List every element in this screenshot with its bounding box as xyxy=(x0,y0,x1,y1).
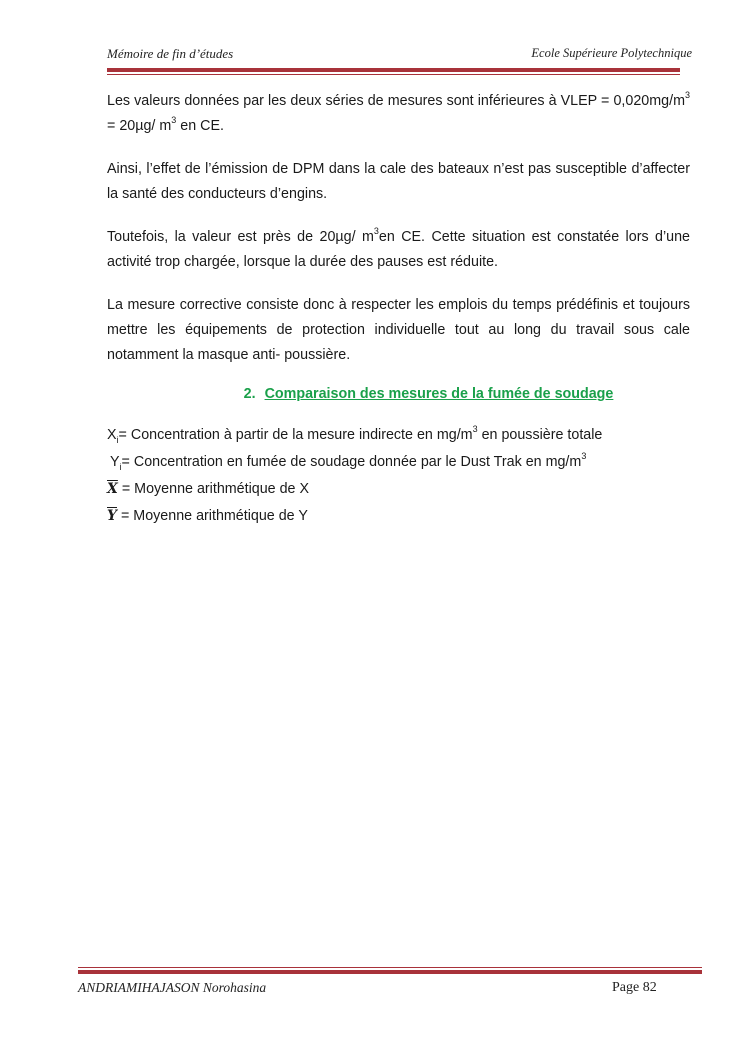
paragraph-vlep xyxy=(107,89,690,139)
y-bar-symbol: $\overline{Y}$ xyxy=(107,508,117,524)
paragraph-text: = 20µg/ m xyxy=(107,118,172,134)
variable: Y xyxy=(110,454,120,470)
superscript: 3 xyxy=(581,451,587,462)
variable: X xyxy=(107,427,117,443)
paragraph-text: Les valeurs données par les deux séries de mesures sont inférieures à VLEP = 0,020mg/m xyxy=(107,93,685,109)
x-bar-symbol: $\overline{X}$ xyxy=(107,481,118,497)
definition-text: en poussière totale xyxy=(477,427,603,443)
superscript: 3 xyxy=(373,226,379,237)
paragraph-toutefois xyxy=(107,225,690,275)
paragraph-text: en CE. xyxy=(176,118,224,134)
paragraph-corrective-measure: La mesure corrective consiste donc à respecter les emplois du temps prédéfinis et toujours mettre les équipements de protection individuelle tout au long du travail sous cale notamment la masque anti- poussière. xyxy=(107,297,690,363)
header-rule-thin xyxy=(107,74,680,75)
page-number: Page 82 xyxy=(612,980,657,995)
definition-text: = Moyenne arithmétique de X xyxy=(117,481,310,497)
section-heading xyxy=(107,382,690,407)
header-document-title: Mémoire de fin d’études xyxy=(107,46,234,61)
page-body xyxy=(107,89,690,530)
superscript: 3 xyxy=(684,90,690,101)
definition-y-mean xyxy=(107,503,690,530)
superscript: 3 xyxy=(171,115,177,126)
definition-text: = Concentration à partir de la mesure indirecte en mg/m xyxy=(118,427,473,443)
paragraph-text: Toutefois, la valeur est près de 20µg/ m xyxy=(107,229,374,245)
section-title: Comparaison des mesures de la fumée de soudage xyxy=(264,386,614,402)
footer-author: ANDRIAMIHAJASON Norohasina xyxy=(78,980,267,995)
paragraph-dpm-effect: Ainsi, l’effet de l’émission de DPM dans la cale des bateaux n’est pas susceptible d’affecter la santé des conducteurs d’engins. xyxy=(107,161,690,202)
definition-text: = Concentration en fumée de soudage donnée par le Dust Trak en mg/m xyxy=(121,454,582,470)
subscript: i xyxy=(119,461,122,472)
paragraph-text: en CE. Cette situation est constatée lors d’une activité trop chargée, lorsque la durée des pauses est réduite. xyxy=(107,229,690,270)
superscript: 3 xyxy=(472,424,478,435)
section-number: 2. xyxy=(243,386,256,402)
subscript: i xyxy=(116,434,119,445)
footer-rule-thin xyxy=(78,967,702,968)
header-school-name: Ecole Supérieure Polytechnique xyxy=(531,46,692,60)
definition-x xyxy=(107,422,690,449)
definition-y xyxy=(107,449,690,476)
definition-text: = Moyenne arithmétique de Y xyxy=(117,508,308,524)
footer-rule-thick xyxy=(78,970,702,974)
definition-x-mean xyxy=(107,476,690,503)
header-rule-thick xyxy=(107,68,680,72)
